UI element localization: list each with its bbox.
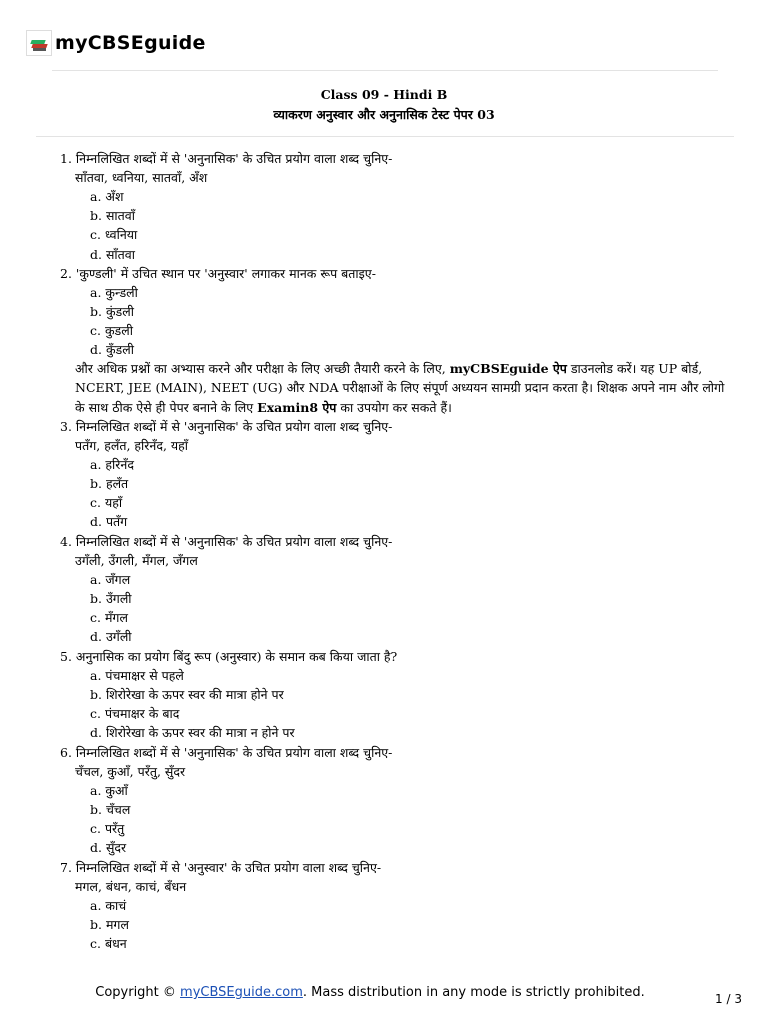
brand-name: myCBSEguide: [55, 32, 206, 54]
question-3-option-a: a. हरिनँद: [90, 457, 134, 472]
question-3-option-b: b. हलँत: [90, 476, 129, 491]
question-4-option-c: c. मँगल: [90, 610, 128, 625]
question-1: 1. निम्नलिखित शब्दों में से 'अनुनासिक' के उचित प्रयोग वाला शब्द चुनिए-: [60, 151, 393, 166]
question-6-option-d: d. सुँदर: [90, 840, 127, 855]
books-logo-icon: [26, 30, 52, 56]
question-7-option-c: c. बंधन: [90, 936, 127, 951]
question-4: 4. निम्नलिखित शब्दों में से 'अनुनासिक' के उचित प्रयोग वाला शब्द चुनिए-: [60, 534, 393, 549]
question-2-option-c: c. कुडली: [90, 323, 133, 338]
question-6: 6. निम्नलिखित शब्दों में से 'अनुनासिक' के उचित प्रयोग वाला शब्द चुनिए-: [60, 745, 393, 760]
paper-class-title: Class 09 - Hindi B: [320, 87, 448, 102]
question-2-option-d: d. कुँडली: [90, 342, 134, 357]
question-4-option-d: d. उगँली: [90, 629, 132, 644]
question-5-option-a: a. पंचमाक्षर से पहले: [90, 668, 184, 683]
question-3-option-c: c. यहाँ: [90, 495, 123, 510]
promo-line-1: और अधिक प्रश्नों का अभ्यास करने और परीक्षा के लिए अच्छी तैयारी करने के लिए, myCBSEguide ऐप डाउनलोड करें। यह UP बोर्ड,: [75, 361, 703, 376]
page-number: 1 / 3: [715, 992, 742, 1006]
question-3: 3. निम्नलिखित शब्दों में से 'अनुनासिक' के उचित प्रयोग वाला शब्द चुनिए-: [60, 419, 393, 434]
question-2-option-a: a. कुन्डली: [90, 285, 138, 300]
question-1-option-b: b. सातवाँ: [90, 208, 135, 223]
question-5-option-d: d. शिरोरेखा के ऊपर स्वर की मात्रा न होने पर: [90, 725, 295, 740]
paper-subject-title: व्याकरण अनुस्वार और अनुनासिक टेस्ट पेपर 03: [273, 107, 495, 122]
question-4-option-a: a. जँगल: [90, 572, 131, 587]
question-1-words: साँतवा, ध्वनिया, सातवाँ, अँश: [75, 170, 208, 185]
question-7-words: मगल, बंधन, काचं, बँधन: [75, 879, 187, 894]
site-logo[interactable]: [26, 30, 206, 56]
question-2-option-b: b. कुंडली: [90, 304, 134, 319]
question-2: 2. 'कुण्डली' में उचित स्थान पर 'अनुस्वार' लगाकर मानक रूप बताइए-: [60, 266, 376, 281]
question-7-option-b: b. मगल: [90, 917, 129, 932]
promo-line-2: NCERT, JEE (MAIN), NEET (UG) और NDA परीक्षाओं के लिए संपूर्ण अध्ययन सामग्री प्रदान करता है। शिक्षक अपने नाम और लोगो: [75, 380, 725, 395]
question-6-words: चँचल, कुआँ, परँतु, सुँदर: [75, 764, 186, 779]
question-3-option-d: d. पतँग: [90, 514, 128, 529]
question-5: 5. अनुनासिक का प्रयोग बिंदु रूप (अनुस्वार) के समान कब किया जाता है?: [60, 649, 398, 664]
question-6-option-b: b. चँचल: [90, 802, 131, 817]
question-1-option-c: c. ध्वनिया: [90, 227, 138, 242]
question-7: 7. निम्नलिखित शब्दों में से 'अनुस्वार' के उचित प्रयोग वाला शब्द चुनिए-: [60, 860, 382, 875]
examin8-app-link[interactable]: Examin8 ऐप: [257, 400, 337, 415]
copyright-footer: Copyright © myCBSEguide.com. Mass distribution in any mode is strictly prohibited.: [95, 985, 645, 1000]
header-divider: [52, 70, 718, 71]
question-5-option-b: b. शिरोरेखा के ऊपर स्वर की मात्रा होने पर: [90, 687, 284, 702]
title-divider: [36, 136, 734, 137]
promo-line-3: के साथ ठीक ऐसे ही पेपर बनाने के लिए Examin8 ऐप का उपयोग कर सकते हैं।: [75, 400, 452, 415]
question-1-option-d: d. साँतवा: [90, 247, 135, 262]
question-1-option-a: a. अँश: [90, 189, 124, 204]
question-3-words: पतँग, हलँत, हरिनँद, यहाँ: [75, 438, 189, 453]
question-5-option-c: c. पंचमाक्षर के बाद: [90, 706, 180, 721]
question-4-option-b: b. उँगली: [90, 591, 132, 606]
mycbseguide-app-link[interactable]: myCBSEguide ऐप: [449, 361, 567, 376]
mycbseguide-website-link[interactable]: myCBSEguide.com: [180, 985, 303, 1000]
question-6-option-a: a. कुआँ: [90, 783, 128, 798]
question-6-option-c: c. परँतु: [90, 821, 125, 836]
question-4-words: उगँली, उँगली, मँगल, जँगल: [75, 553, 198, 568]
question-7-option-a: a. काचं: [90, 898, 127, 913]
